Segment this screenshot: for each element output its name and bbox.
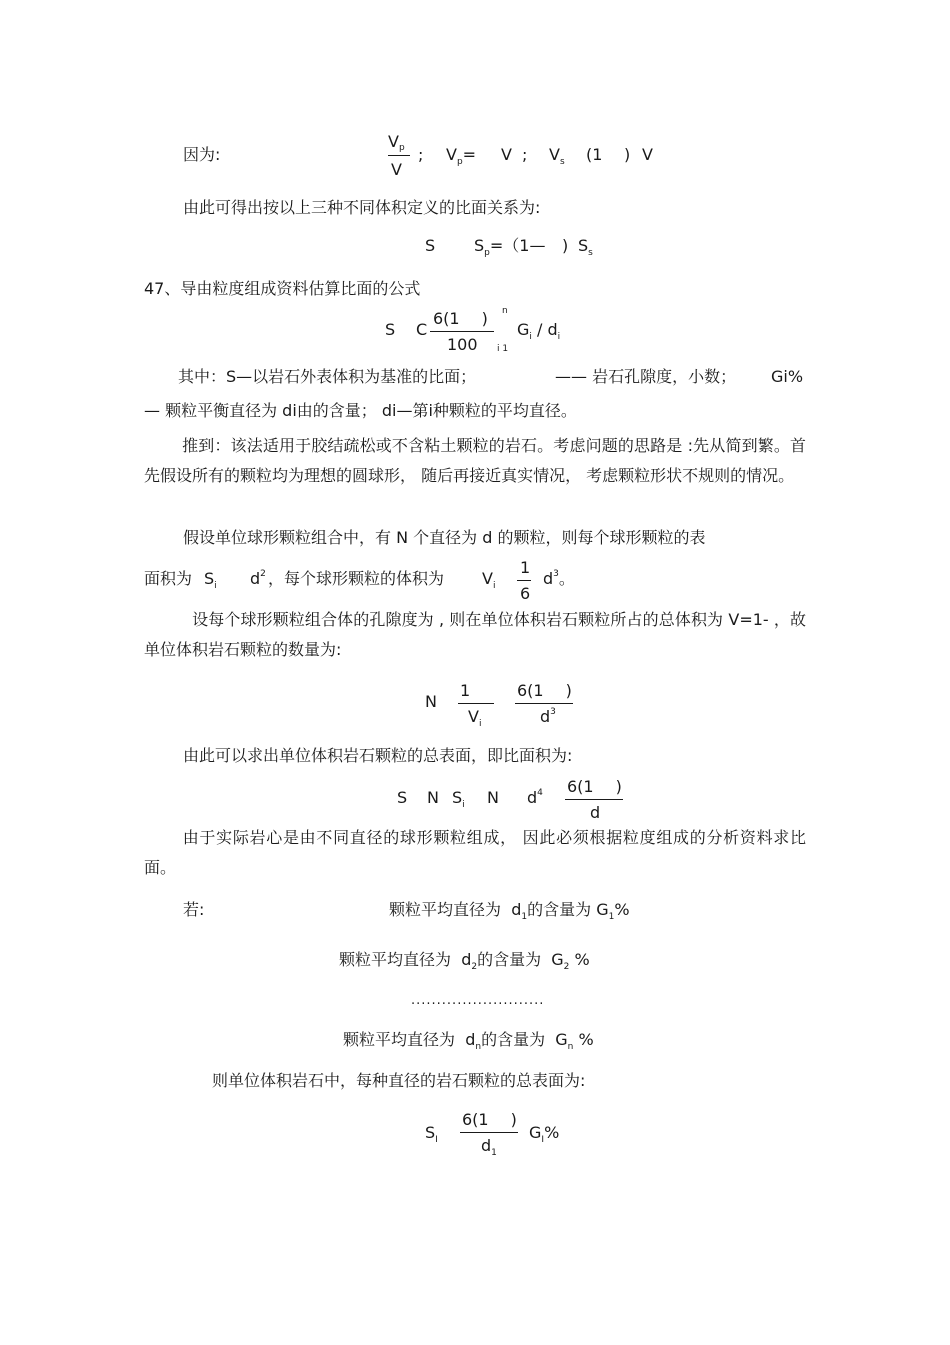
sixth-num: 1: [520, 558, 531, 577]
si-letter: S: [204, 569, 215, 588]
last-num: [462, 1112, 517, 1128]
frac-num: V: [388, 132, 399, 151]
sum-upper-limit: n: [502, 306, 508, 316]
last-den: [481, 1136, 497, 1158]
derivation-paragraph: [144, 431, 806, 491]
fraction-bar: [460, 1132, 518, 1133]
d-cubed: [543, 571, 575, 587]
si-sub: i: [462, 800, 465, 810]
s-letter: S: [425, 1123, 436, 1142]
vs-symbol: [549, 145, 565, 167]
porosity-over-d-fraction: [565, 779, 625, 823]
s-symbol: S: [385, 320, 396, 339]
n-num1: 1: [460, 681, 471, 700]
n-symbol: N: [427, 788, 439, 807]
si-sub: i: [214, 581, 217, 591]
grain-size-line-n: [343, 1030, 594, 1052]
one-over-vi-fraction: [458, 683, 496, 727]
grain-label: 颗粒平均直径为: [339, 950, 452, 969]
g-letter: G: [551, 950, 564, 969]
vi-letter: V: [482, 569, 493, 588]
frac-num-sub: p: [398, 143, 405, 153]
percent: %: [544, 1123, 560, 1142]
sp-expression: [474, 236, 546, 258]
d-sub: 1: [491, 1148, 497, 1158]
where-s-definition: 其中：S—以岩石外表体积为基准的比面；: [178, 367, 477, 386]
d-letter: d: [543, 569, 554, 588]
sp-letter: S: [474, 236, 485, 255]
vs-sub: s: [559, 157, 565, 167]
d-sup: 3: [553, 569, 559, 579]
gi-over-di: [517, 320, 561, 342]
d-squared: [250, 571, 266, 587]
g-sub: I: [541, 1135, 545, 1145]
sixth-den: 6: [520, 584, 531, 603]
d-letter: d: [527, 788, 538, 807]
g-sub: 2: [563, 962, 570, 972]
vp-symbol: V: [446, 145, 457, 164]
n-symbol: N: [487, 788, 499, 807]
v-symbol: V: [642, 145, 653, 164]
fraction-bar: [565, 799, 623, 800]
c-symbol: C: [416, 320, 428, 339]
d-sup: 3: [550, 707, 556, 717]
fraction-bar: [458, 703, 494, 704]
s-symbol: S: [425, 236, 436, 255]
section-heading: 47、导由粒度组成资料估算比面的公式: [144, 279, 421, 298]
grain-label: 颗粒平均直径为: [389, 900, 502, 919]
content-label: 的含量为: [481, 1030, 546, 1049]
actual-core-text: 由于实际岩心是由不同直径的球形颗粒组成， 因此必须根据粒度组成的分析资料求比面。: [144, 828, 806, 877]
d-letter: d: [481, 1136, 492, 1155]
over-d: / d: [537, 320, 558, 339]
semicolon: ;: [522, 145, 528, 164]
n-den1: [468, 707, 482, 729]
vp-sub: p: [456, 157, 463, 167]
total-surface-line: 由此可以求出单位体积岩石颗粒的总表面，即比面积为:: [183, 746, 573, 765]
f1-num-text: 6(1: [433, 309, 460, 328]
d-sub: n: [475, 1042, 482, 1052]
f1-num-close: ): [481, 309, 488, 328]
g-letter: G: [555, 1030, 568, 1049]
n-den2: [540, 709, 556, 725]
grain-size-line-2: [339, 950, 590, 972]
where-porosity-definition: —— 岩石孔隙度，小数；: [555, 367, 737, 386]
v-symbol: V: [501, 145, 512, 164]
g-sub: i: [529, 332, 532, 342]
si-symbol: [452, 788, 465, 810]
porosity-text: 设每个球形颗粒组合体的孔隙度为 , 则在单位体积岩石颗粒所占的总体积为 V=1- ，故单位体积岩石颗粒的数量为:: [144, 610, 806, 659]
last-num-close: ): [510, 1110, 517, 1129]
sp-sub: p: [484, 248, 490, 258]
vi-symbol: [482, 569, 496, 591]
grain-size-line-1: [389, 900, 630, 922]
content-label: 的含量为: [527, 900, 592, 919]
sum-lower-limit: i 1: [497, 344, 509, 354]
n-num2-text: 6(1: [517, 681, 544, 700]
porosity-over-d3-fraction: [515, 683, 575, 727]
si-symbol: [204, 569, 217, 591]
d-sub: 1: [521, 912, 528, 922]
last-num-text: 6(1: [462, 1110, 489, 1129]
v-sub: i: [478, 719, 482, 729]
s-num-close: ): [615, 777, 622, 796]
d-letter: d: [465, 1030, 476, 1049]
s-num-text: 6(1: [567, 777, 594, 796]
assumption-line1: 假设单位球形颗粒组合中，有 N 个直径为 d 的颗粒，则每个球形颗粒的表: [183, 528, 706, 547]
d-sup: 4: [537, 788, 543, 798]
frac-den: V: [391, 160, 402, 179]
f1-num: [433, 311, 488, 327]
formula1-fraction: [430, 311, 496, 355]
d-letter: d: [540, 707, 551, 726]
s-sub: I: [435, 1135, 438, 1145]
equals: =: [462, 145, 477, 164]
s-den: d: [590, 803, 601, 822]
ss-sub: s: [588, 248, 593, 258]
grain-label: 颗粒平均直径为: [343, 1030, 456, 1049]
d-sub: i: [557, 332, 561, 342]
because-label: 因为:: [183, 145, 221, 164]
fraction-bar: [517, 580, 531, 581]
d-sub: 2: [471, 962, 478, 972]
g-letter: G: [517, 320, 530, 339]
d-letter: d: [250, 569, 261, 588]
porosity-paragraph: [144, 605, 806, 665]
si-symbol: [425, 1123, 438, 1145]
fraction-bar: [430, 331, 494, 332]
actual-core-paragraph: [144, 823, 806, 883]
period: 。: [558, 569, 575, 588]
fraction-bar: [388, 155, 410, 156]
vp-expression: [446, 145, 477, 167]
d4-symbol: [527, 790, 543, 806]
content-label: 的含量为: [477, 950, 542, 969]
d-sup: 2: [260, 569, 266, 579]
paragraph-relation: 由此可得出按以上三种不同体积定义的比面关系为:: [183, 198, 541, 217]
percent: %: [614, 900, 630, 919]
each-diameter-line: 则单位体积岩石中，每种直径的岩石颗粒的总表面为:: [212, 1071, 586, 1090]
n-num2-close: ): [565, 681, 572, 700]
v-letter: V: [468, 707, 479, 726]
derivation-text: 推到：该法适用于胶结疏松或不含粘土颗粒的岩石。考虑问题的思路是 :先从简到繁。首先假设所有的颗粒均为理想的圆球形， 随后再接近真实情况， 考虑颗粒形状不规则的情况。: [144, 436, 806, 485]
percent: %: [578, 1030, 594, 1049]
ss-symbol: [578, 236, 593, 258]
paren-close: ): [624, 145, 631, 164]
s-symbol: S: [397, 788, 408, 807]
fraction-bar: [515, 703, 573, 704]
g1-percent: [529, 1123, 560, 1145]
f1-den: 100: [447, 335, 478, 354]
si-letter: S: [452, 788, 463, 807]
n-num2: [517, 683, 572, 699]
ss-letter: S: [578, 236, 589, 255]
ellipsis-line: ..........................: [411, 993, 545, 1008]
porosity-over-d1-fraction: [460, 1112, 520, 1156]
sp-expr: =（1—: [489, 236, 546, 255]
assumption-surface-label: 面积为: [144, 569, 193, 588]
g-sub: n: [567, 1042, 574, 1052]
d-letter: d: [511, 900, 522, 919]
semicolon: ;: [418, 145, 424, 164]
percent: %: [574, 950, 590, 969]
s-num: [567, 779, 622, 795]
vi-sub: i: [492, 581, 496, 591]
porosity-fraction: [388, 134, 412, 180]
g-letter: G: [529, 1123, 542, 1142]
d-letter: d: [461, 950, 472, 969]
assumption-volume-label: ，每个球形颗粒的体积为: [268, 569, 445, 588]
if-label: 若:: [183, 900, 205, 919]
paren-close: ): [562, 236, 569, 255]
g-letter: G: [596, 900, 609, 919]
where-gi: Gi%: [771, 367, 804, 386]
one-sixth-fraction: [517, 560, 533, 604]
n-symbol: N: [425, 692, 437, 711]
vs-letter: V: [549, 145, 560, 164]
g-sub: 1: [608, 912, 615, 922]
paren-open: (1: [586, 145, 603, 164]
where-di-definition: — 颗粒平衡直径为 di由的含量； di—第i种颗粒的平均直径。: [144, 401, 577, 420]
